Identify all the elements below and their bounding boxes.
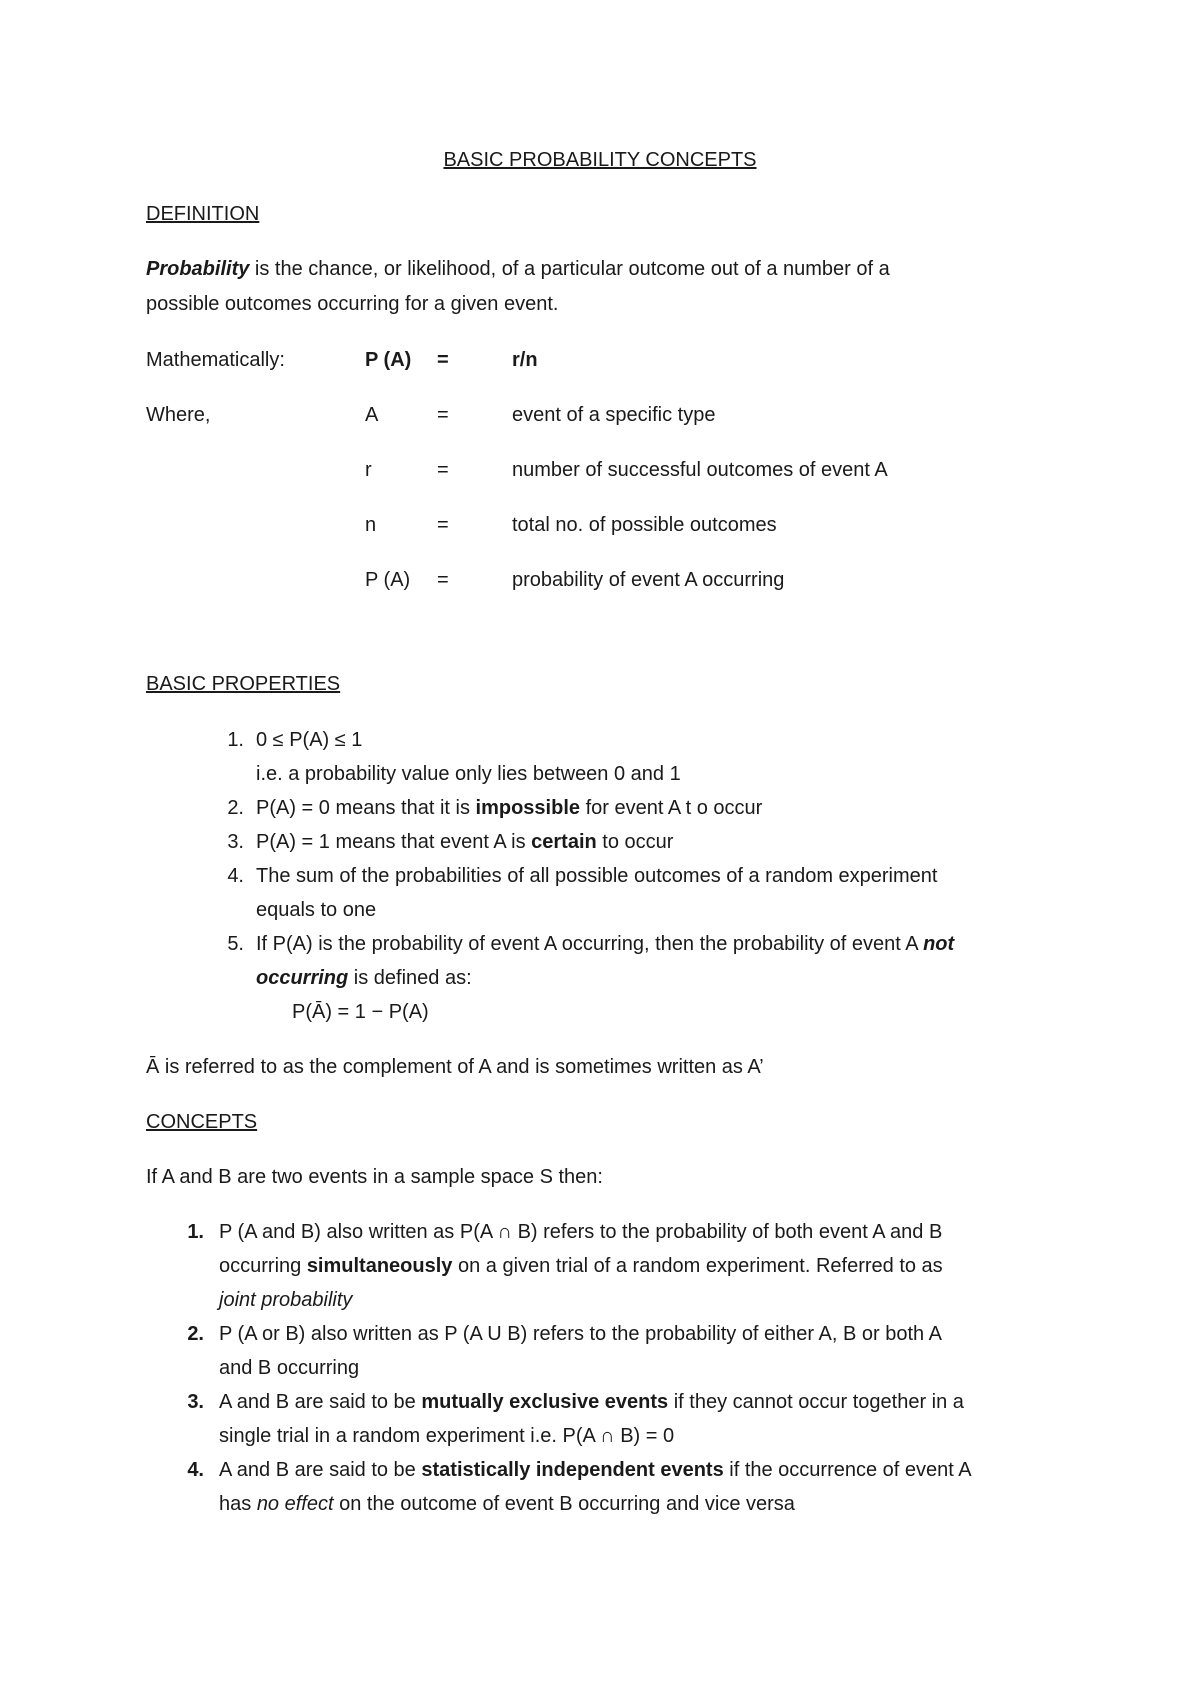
concept-1-line-3: joint probability (219, 1289, 353, 1311)
concepts-intro: If A and B are two events in a sample space S then: (146, 1166, 603, 1188)
concept-1-line-1: P (A and B) also written as P(A ∩ B) refers to the probability of both event A and B (219, 1221, 943, 1243)
property-1-subtext: i.e. a probability value only lies between 0 and 1 (256, 763, 681, 785)
concept-3-part-c: if they cannot occur together in a (668, 1391, 964, 1413)
definition-line-1-rest: is the chance, or likelihood, of a particular outcome out of a number of a (249, 258, 890, 280)
concept-1-part-a: occurring (219, 1255, 307, 1277)
concept-1-number: 1. (187, 1221, 204, 1243)
property-3-emphasis: certain (531, 831, 597, 853)
concept-3-line-1 (219, 1390, 964, 1414)
concept-2-line-1: P (A or B) also written as P (A U B) refers to the probability of either A, B or both A (219, 1323, 942, 1345)
concept-4-part-a: A and B are said to be (219, 1459, 422, 1481)
concept-4-line-2 (219, 1492, 795, 1516)
complement-note: Ā is referred to as the complement of A and is sometimes written as A’ (146, 1056, 764, 1078)
definition-line-1 (146, 257, 890, 281)
property-4-number: 4. (227, 865, 244, 887)
probability-term: Probability (146, 258, 250, 280)
concept-2-number: 2. (187, 1323, 204, 1345)
property-1-text: 0 ≤ P(A) ≤ 1 (256, 729, 363, 751)
property-5-number: 5. (227, 933, 244, 955)
term-eq: = (437, 514, 449, 536)
term-desc: total no. of possible outcomes (512, 514, 777, 536)
term-desc: event of a specific type (512, 404, 716, 426)
properties-heading: BASIC PROPERTIES (146, 673, 341, 695)
where-label: Where, (146, 404, 211, 426)
concept-4-number: 4. (187, 1459, 204, 1481)
concept-4-emphasis: statistically independent events (421, 1459, 724, 1481)
property-3-part-a: P(A) = 1 means that event A is (256, 831, 532, 853)
concept-3-line-2: single trial in a random experiment i.e. P(A ∩ B) = 0 (219, 1425, 675, 1447)
concept-2-line-2: and B occurring (219, 1357, 360, 1379)
definition-heading: DEFINITION (146, 203, 260, 225)
concept-4-emphasis-no-effect: no effect (256, 1493, 334, 1515)
concept-1-emphasis: simultaneously (306, 1255, 453, 1277)
term-symbol: A (365, 404, 379, 426)
property-3-number: 3. (227, 831, 244, 853)
property-5-line-1 (256, 932, 954, 956)
concept-4-line-1 (219, 1458, 972, 1482)
property-2-text (256, 796, 762, 820)
property-5-line-2 (256, 966, 472, 990)
term-desc: number of successful outcomes of event A (512, 459, 888, 481)
document-title: BASIC PROBABILITY CONCEPTS (443, 149, 757, 171)
term-desc: probability of event A occurring (512, 569, 785, 591)
property-3-text (256, 830, 673, 854)
concept-4-part-c: if the occurrence of event A (723, 1459, 972, 1481)
concept-1-part-c: on a given trial of a random experiment. Referred to as (452, 1255, 943, 1277)
concept-1-line-2 (219, 1254, 943, 1278)
math-rhs: r/n (512, 349, 538, 371)
term-symbol: r (365, 459, 372, 481)
concept-4-part-f: on the outcome of event B occurring and vice versa (333, 1493, 795, 1515)
term-symbol: n (365, 514, 377, 536)
property-5-part-d: is defined as: (348, 967, 472, 989)
property-5-emphasis-not: not (923, 933, 955, 955)
property-2-number: 2. (227, 797, 244, 819)
term-eq: = (437, 404, 449, 426)
math-lhs: P (A) (365, 349, 412, 371)
math-eq: = (437, 349, 449, 371)
concept-3-number: 3. (187, 1391, 204, 1413)
property-5-emphasis-occurring: occurring (256, 967, 349, 989)
property-1-number: 1. (227, 729, 244, 751)
definition-line-2: possible outcomes occurring for a given event. (146, 293, 559, 315)
property-3-part-c: to occur (596, 831, 674, 853)
property-5-part-a: If P(A) is the probability of event A occurring, then the probability of event A (256, 933, 924, 955)
term-eq: = (437, 569, 449, 591)
term-eq: = (437, 459, 449, 481)
term-symbol: P (A) (365, 569, 411, 591)
concept-4-part-d: has (219, 1493, 257, 1515)
property-2-emphasis: impossible (475, 797, 581, 819)
concept-3-emphasis: mutually exclusive events (421, 1391, 669, 1413)
concept-3-part-a: A and B are said to be (219, 1391, 422, 1413)
property-2-part-a: P(A) = 0 means that it is (256, 797, 476, 819)
math-label: Mathematically: (146, 349, 285, 371)
complement-formula: P(Ā) = 1 − P(A) (292, 1001, 429, 1023)
property-4-line-2: equals to one (256, 899, 377, 921)
property-4-line-1: The sum of the probabilities of all possible outcomes of a random experiment (256, 865, 938, 887)
property-2-part-c: for event A t o occur (580, 797, 763, 819)
concepts-heading: CONCEPTS (146, 1111, 258, 1133)
